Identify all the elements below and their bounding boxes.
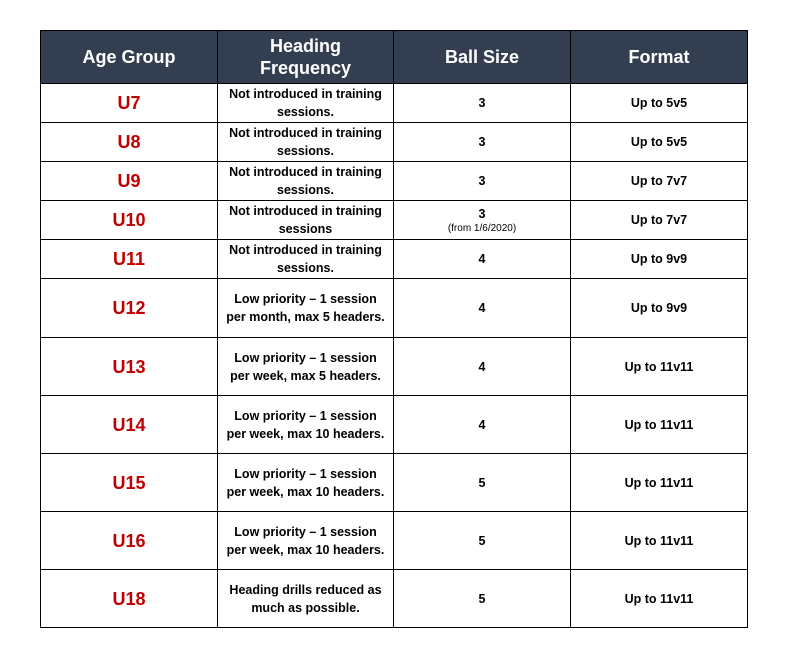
age-group-cell: U11 [41, 240, 218, 279]
table-row [41, 279, 748, 338]
table-row [41, 454, 748, 512]
heading-frequency-cell: Low priority – 1 session per week, max 5 headers. [218, 338, 394, 396]
table-row [41, 201, 748, 240]
format-cell: Up to 7v7 [571, 201, 748, 240]
ball-size-cell: 4 [394, 396, 571, 454]
age-group-cell: U8 [41, 123, 218, 162]
age-group-cell: U15 [41, 454, 218, 512]
heading-frequency-cell: Not introduced in training sessions. [218, 162, 394, 201]
table-row [41, 162, 748, 201]
format-cell: Up to 11v11 [571, 338, 748, 396]
ball-size-cell [394, 201, 571, 240]
age-group-cell: U16 [41, 512, 218, 570]
heading-frequency-cell: Low priority – 1 session per week, max 10 headers. [218, 512, 394, 570]
header-format: Format [571, 31, 748, 84]
header-ball-size: Ball Size [394, 31, 571, 84]
ball-size-cell: 3 [394, 123, 571, 162]
age-group-cell: U7 [41, 84, 218, 123]
heading-guidance-table [40, 30, 748, 628]
heading-frequency-cell: Heading drills reduced as much as possible. [218, 570, 394, 628]
table-row [41, 338, 748, 396]
table-row [41, 396, 748, 454]
age-group-cell: U18 [41, 570, 218, 628]
ball-size-cell: 4 [394, 338, 571, 396]
header-row [41, 31, 748, 84]
heading-frequency-cell: Not introduced in training sessions. [218, 123, 394, 162]
table-row [41, 84, 748, 123]
format-cell: Up to 9v9 [571, 240, 748, 279]
heading-frequency-cell: Low priority – 1 session per week, max 10 headers. [218, 396, 394, 454]
table-row [41, 123, 748, 162]
age-group-cell: U14 [41, 396, 218, 454]
age-group-cell: U13 [41, 338, 218, 396]
ball-size-cell: 4 [394, 279, 571, 338]
format-cell: Up to 11v11 [571, 454, 748, 512]
heading-frequency-cell: Not introduced in training sessions [218, 201, 394, 240]
header-heading-frequency: Heading Frequency [218, 31, 394, 84]
format-cell: Up to 11v11 [571, 570, 748, 628]
ball-size-cell: 5 [394, 512, 571, 570]
age-group-cell: U9 [41, 162, 218, 201]
ball-size-cell: 3 [394, 84, 571, 123]
format-cell: Up to 11v11 [571, 396, 748, 454]
table-row [41, 570, 748, 628]
heading-frequency-cell: Not introduced in training sessions. [218, 240, 394, 279]
age-group-cell: U10 [41, 201, 218, 240]
ball-size-value: 3 [478, 207, 486, 221]
heading-frequency-cell: Not introduced in training sessions. [218, 84, 394, 123]
format-cell: Up to 11v11 [571, 512, 748, 570]
ball-size-cell: 4 [394, 240, 571, 279]
format-cell: Up to 5v5 [571, 123, 748, 162]
ball-size-cell: 5 [394, 454, 571, 512]
format-cell: Up to 7v7 [571, 162, 748, 201]
heading-frequency-cell: Low priority – 1 session per month, max 5 headers. [218, 279, 394, 338]
table-row [41, 240, 748, 279]
ball-size-note: (from 1/6/2020) [447, 223, 517, 234]
ball-size-cell: 5 [394, 570, 571, 628]
format-cell: Up to 5v5 [571, 84, 748, 123]
format-cell: Up to 9v9 [571, 279, 748, 338]
header-age-group: Age Group [41, 31, 218, 84]
table-row [41, 512, 748, 570]
heading-frequency-cell: Low priority – 1 session per week, max 10 headers. [218, 454, 394, 512]
age-group-cell: U12 [41, 279, 218, 338]
ball-size-cell: 3 [394, 162, 571, 201]
